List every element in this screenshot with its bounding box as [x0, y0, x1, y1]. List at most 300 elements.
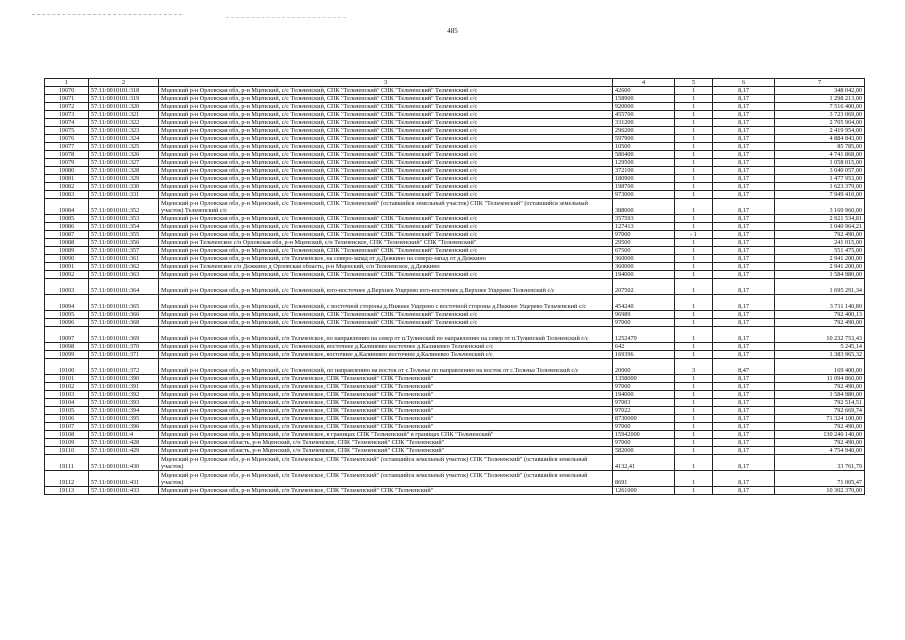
rate-value: 8,47 [713, 359, 775, 375]
cadastral-value: 1 298 213,00 [775, 95, 865, 103]
table-row [45, 143, 865, 151]
address-description [159, 375, 613, 383]
address-description [159, 103, 613, 111]
cadastral-number: 57:11:0010101:433 [89, 487, 159, 495]
factor-value: 1 [675, 431, 713, 439]
factor-value: 1 [675, 175, 713, 183]
cadastral-value: 7 516 400,00 [775, 103, 865, 111]
table-row [45, 487, 865, 495]
column-header: 6 [713, 79, 775, 87]
row-number: 19074 [45, 119, 89, 127]
address-text: Мценский р-н Орловская обл, р-н Мценский, с/с Тельченский, СПК "Тельченский" СПК "Тельченский" Тельченский с/с [161, 319, 478, 326]
address-description [159, 351, 613, 359]
address-text: Мценский р-н Орловская обл, р-н Мценский, с/п Тельченское, СПК "Тельченский" СПК "Тельченский" [161, 487, 434, 494]
rate-value: 8,17 [713, 87, 775, 95]
area-value: 1252479 [613, 327, 675, 343]
factor-value: 1 [675, 103, 713, 111]
address-text: Мценский р-н Орловская обл, р-н Мценский, с/с Тельченский, СПК "Тельченский" (оставшийся земельный участок) СПК "Тельченский" (оставшийся земельный участок) Тельченский с/с [161, 200, 588, 214]
table-row [45, 407, 865, 415]
rate-value: 8,17 [713, 191, 775, 199]
area-value: 8691 [613, 471, 675, 487]
cadastral-number: 57:11:0010101:354 [89, 223, 159, 231]
address-text: Мценский р-н Орловская обл, р-н Мценский, с/с Тельченский, СПК "Тельченский" СПК "Тельченский" Тельченский с/с [161, 111, 478, 118]
cadastral-number: 57:11:0010101:363 [89, 271, 159, 279]
rate-value: 8,17 [713, 135, 775, 143]
cadastral-value: 1 584 980,00 [775, 391, 865, 399]
cadastral-value: 5 245,14 [775, 343, 865, 351]
address-description [159, 391, 613, 399]
rate-value: 8,17 [713, 175, 775, 183]
row-number: 19094 [45, 295, 89, 311]
cadastral-number: 57:11:0010101:364 [89, 279, 159, 295]
table-row [45, 239, 865, 247]
address-text: Мценский р-н Орловская обл, р-н Мценский, с/с Тельченский, СПК "Тельченский" СПК "Тельченский" Тельченский с/с [161, 119, 478, 126]
address-text: Мценский р-н Орловская обл, р-н Мценский, с/с Тельченский, СПК "Тельченский" СПК "Тельченский" Тельченский с/с [161, 135, 478, 142]
area-value: 360000 [613, 263, 675, 271]
area-value: 454240 [613, 295, 675, 311]
table-row [45, 415, 865, 423]
factor-value: 1 [675, 95, 713, 103]
address-description [159, 431, 613, 439]
address-text: Мценский р-н Орловская обл, р-н Мценский, с/п Тельченское, СПК "Тельченский" СПК "Тельченский" [161, 423, 434, 430]
row-number: 19113 [45, 487, 89, 495]
address-text: Мценский р-н Орловская обл, р-н Мценский, с/п Тельченское, на северо-запад от д.Дежкино на северо-запад от д.Дежкино [161, 255, 486, 262]
cadastral-number: 57:11:0010101:321 [89, 111, 159, 119]
area-value: 127413 [613, 223, 675, 231]
cadastral-value: 3 040 057,00 [775, 167, 865, 175]
address-description [159, 119, 613, 127]
row-number: 19101 [45, 375, 89, 383]
rate-value: 8,17 [713, 231, 775, 239]
factor-value: 1 [675, 223, 713, 231]
rate-value: 8,17 [713, 127, 775, 135]
cadastral-value: 33 761,79 [775, 455, 865, 471]
page-number: 485 [447, 27, 458, 35]
area-value: 29500 [613, 239, 675, 247]
factor-value: 1 [675, 183, 713, 191]
area-value: 194000 [613, 391, 675, 399]
cadastral-value: 71 005,47 [775, 471, 865, 487]
row-number: 19091 [45, 263, 89, 271]
cadastral-number: 57:11:0010101:370 [89, 343, 159, 351]
factor-value: 1 [675, 375, 713, 383]
factor-value: 1 [675, 351, 713, 359]
area-value: 67500 [613, 247, 675, 255]
table-row [45, 199, 865, 215]
table-row [45, 223, 865, 231]
cadastral-value: 348 042,00 [775, 87, 865, 95]
row-number: 19077 [45, 143, 89, 151]
table-row [45, 455, 865, 471]
area-value: 4132,41 [613, 455, 675, 471]
area-value: 42600 [613, 87, 675, 95]
rate-value: 8,17 [713, 199, 775, 215]
area-value: 597900 [613, 135, 675, 143]
address-description [159, 135, 613, 143]
factor-value: 1 [675, 343, 713, 351]
cadastral-value: 7 949 410,00 [775, 191, 865, 199]
rate-value: 8,17 [713, 143, 775, 151]
cadastral-number: 57:11:0010101:372 [89, 359, 159, 375]
rate-value: 8,17 [713, 215, 775, 223]
table-row [45, 175, 865, 183]
row-number: 19071 [45, 95, 89, 103]
rate-value: 8,17 [713, 343, 775, 351]
area-value: 372100 [613, 167, 675, 175]
factor-value: 1 [675, 255, 713, 263]
row-number: 19090 [45, 255, 89, 263]
table-row [45, 423, 865, 431]
rate-value: 8,17 [713, 255, 775, 263]
address-description [159, 183, 613, 191]
address-description [159, 199, 613, 215]
table-row [45, 375, 865, 383]
rate-value: 8,17 [713, 351, 775, 359]
area-value: 180900 [613, 175, 675, 183]
row-number: 19108 [45, 431, 89, 439]
area-value: 97003 [613, 399, 675, 407]
table-row [45, 247, 865, 255]
address-description [159, 239, 613, 247]
table-row [45, 295, 865, 311]
factor-value: 1 [675, 295, 713, 311]
table-row [45, 279, 865, 295]
cadastral-value: 792 669,74 [775, 407, 865, 415]
cadastral-value: 10 232 753,43 [775, 327, 865, 343]
cadastral-value: 1 058 015,00 [775, 159, 865, 167]
table-row [45, 183, 865, 191]
address-text: Мценский р-н Орловская обл, р-н Мценский, с/п Тельченское, СПК "Тельченский" СПК "Тельченский" [161, 383, 434, 390]
table-row [45, 127, 865, 135]
area-value: 97000 [613, 319, 675, 327]
cadastral-value: 71 324 100,00 [775, 415, 865, 423]
address-text: Мценский р-н Орловская обл, р-н Мценский, с/с Тельченский, СПК "Тельченский" СПК "Тельченский" Тельченский с/с [161, 271, 478, 278]
cadastral-number: 57:11:0010101:355 [89, 231, 159, 239]
row-number: 19076 [45, 135, 89, 143]
factor-value: 1 [675, 487, 713, 495]
row-number: 19111 [45, 455, 89, 471]
cadastral-number: 57:11:0010101:429 [89, 447, 159, 455]
row-number: 19093 [45, 279, 89, 295]
header-row [45, 79, 865, 87]
rate-value: 8,17 [713, 183, 775, 191]
cadastral-value: 130 246 140,00 [775, 431, 865, 439]
row-number: 19098 [45, 343, 89, 351]
cadastral-value: 169 400,00 [775, 359, 865, 375]
row-number: 19081 [45, 175, 89, 183]
factor-value: 1 [675, 271, 713, 279]
rate-value: 8,17 [713, 311, 775, 319]
table-row [45, 159, 865, 167]
cadastral-value: 792 490,00 [775, 231, 865, 239]
factor-value: 1 [675, 279, 713, 295]
table-row [45, 151, 865, 159]
factor-value: 1 [675, 455, 713, 471]
column-header: 2 [89, 79, 159, 87]
row-number: 19105 [45, 407, 89, 415]
area-value: 129500 [613, 159, 675, 167]
address-description [159, 487, 613, 495]
address-text: Мценский р-н Орловская обл, р-н Мценский, с/с Тельченский, с восточной стороны д.Нижнее Ущерево с восточной стороны д.Нижнее Ущерево Тельченский с/с [161, 303, 587, 310]
table-row [45, 95, 865, 103]
table-row [45, 167, 865, 175]
table-row [45, 135, 865, 143]
area-value: 973000 [613, 191, 675, 199]
row-number: 19073 [45, 111, 89, 119]
cadastral-number: 57:11:0010101:390 [89, 375, 159, 383]
area-value: 920000 [613, 103, 675, 111]
address-text: Мценский р-н Орловская обл, р-н Мценский, с/с Тельченский, СПК "Тельченский" СПК "Тельченский" Тельченский с/с [161, 143, 478, 150]
area-value: 97000 [613, 423, 675, 431]
address-text: Мценский р-н Тельченское с/п Дежкино д Орловская область, р-н Мценский, с/п Тельченское, д.Дежкино [161, 263, 440, 270]
address-description [159, 383, 613, 391]
row-number: 19085 [45, 215, 89, 223]
cadastral-number: 57:11:0010101:4 [89, 431, 159, 439]
table-row [45, 255, 865, 263]
cadastral-number: 57:11:0010101:392 [89, 391, 159, 399]
row-number: 19096 [45, 319, 89, 327]
factor-value: 1 [675, 263, 713, 271]
address-text: Мценский р-н Орловская обл, р-н Мценский, с/с Тельченский, по направлению на восток от с.Тельчье по направлению на восток от с.Тельчье Тельченский с/с [161, 367, 579, 374]
cadastral-number: 57:11:0010101:326 [89, 151, 159, 159]
column-header: 5 [675, 79, 713, 87]
address-text: Мценский р-н Орловская обл, р-н Мценский, с/с Тельченский, СПК "Тельченский" СПК "Тельченский" Тельченский с/с [161, 95, 478, 102]
cadastral-value: 2 705 904,00 [775, 119, 865, 127]
address-description [159, 471, 613, 487]
table-row [45, 87, 865, 95]
cadastral-value: 241 015,00 [775, 239, 865, 247]
address-description [159, 407, 613, 415]
address-description [159, 271, 613, 279]
factor-value: 1 [675, 439, 713, 447]
cadastral-number: 57:11:0010101:330 [89, 183, 159, 191]
area-value: 388000 [613, 199, 675, 215]
cadastral-number: 57:11:0010101:431 [89, 471, 159, 487]
factor-value: 1 [675, 239, 713, 247]
address-description [159, 231, 613, 239]
rate-value: 8,17 [713, 271, 775, 279]
row-number: 19110 [45, 447, 89, 455]
cadastral-number: 57:11:0010101:323 [89, 127, 159, 135]
factor-value: 1 [675, 399, 713, 407]
address-text: Мценский р-н Орловская обл, р-н Мценский, с/п Тельченское, СПК "Тельченский" (оставшийся земельный участок) СПК "Тельченский" (оставшийся земельный участок) [161, 472, 588, 486]
row-number: 19099 [45, 351, 89, 359]
address-text: Мценский р-н Орловская обл, р-н Мценский, с/с Тельченский, СПК "Тельченский" СПК "Тельченский" Тельченский с/с [161, 175, 478, 182]
address-text: Мценский р-н Орловская обл, р-н Мценский, с/с Тельченский, СПК "Тельченский" СПК "Тельченский" Тельченский с/с [161, 103, 478, 110]
address-description [159, 455, 613, 471]
cadastral-number: 57:11:0010101:322 [89, 119, 159, 127]
area-value: 158900 [613, 95, 675, 103]
table-row [45, 271, 865, 279]
area-value: 360000 [613, 255, 675, 263]
factor-value: 1 [675, 391, 713, 399]
address-description [159, 191, 613, 199]
address-description [159, 255, 613, 263]
cadastral-number: 57:11:0010101:371 [89, 351, 159, 359]
rate-value: 8,17 [713, 223, 775, 231]
table-row [45, 119, 865, 127]
rate-value: 8,17 [713, 399, 775, 407]
rate-value: 8,17 [713, 263, 775, 271]
area-value: 198700 [613, 183, 675, 191]
address-text: Мценский р-н Орловская обл, р-н Мценский, с/с Тельченский, юго-восточнее д.Верхнее Ущерево юго-восточнее д.Верхнее Ущерево Тельченский с/с [161, 287, 555, 294]
factor-value: 1 [675, 407, 713, 415]
cadastral-number: 57:11:0010101:331 [89, 191, 159, 199]
address-description [159, 215, 613, 223]
cadastral-value: 792 490,00 [775, 383, 865, 391]
row-number: 19103 [45, 391, 89, 399]
cadastral-number: 57:11:0010101:318 [89, 87, 159, 95]
area-value: 331200 [613, 119, 675, 127]
area-value: 582000 [613, 447, 675, 455]
table-row [45, 351, 865, 359]
factor-value: 1 [675, 111, 713, 119]
address-description [159, 319, 613, 327]
cadastral-number: 57:11:0010101:362 [89, 263, 159, 271]
column-header: 4 [613, 79, 675, 87]
rate-value: 8,17 [713, 319, 775, 327]
address-text: Мценский р-н Орловская обл, р-н Мценский, с/п Тельченское, по направлению на север от п.Тулинский по направлению на север от п.Тулинский Тельченский с/с [161, 335, 589, 342]
factor-value: 1 [675, 191, 713, 199]
table-row [45, 215, 865, 223]
table-row [45, 399, 865, 407]
row-number: 19092 [45, 271, 89, 279]
cadastral-value: 1 695 291,34 [775, 279, 865, 295]
row-number: 19089 [45, 247, 89, 255]
factor-value: 1 [675, 199, 713, 215]
cadastral-number: 57:11:0010101:324 [89, 135, 159, 143]
address-text: Мценский р-н Орловская обл, р-н Мценский, с/п Тельченское, в границах СПК "Тельченский" в границах СПК "Тельченский" [161, 431, 494, 438]
area-value: 1358000 [613, 375, 675, 383]
cadastral-number: 57:11:0010101:430 [89, 455, 159, 471]
rate-value: 8,17 [713, 279, 775, 295]
cadastral-number: 57:11:0010101:361 [89, 255, 159, 263]
factor-value: 1 [675, 247, 713, 255]
cadastral-value: 792 490,00 [775, 439, 865, 447]
rate-value: 8,17 [713, 111, 775, 119]
area-value: 455700 [613, 111, 675, 119]
address-description [159, 359, 613, 375]
table-row [45, 439, 865, 447]
address-text: Мценский р-н Орловская обл, р-н Мценский, с/п Тельченское, восточнее д.Калиневео восточнее д.Калиневео Тельченский с/с [161, 351, 493, 358]
address-text: Мценский р-н Орловская обл, р-н Мценский, с/с Тельченский, СПК "Тельченский" СПК "Тельченский" Тельченский с/с [161, 215, 478, 222]
factor-value: 1 [675, 87, 713, 95]
cadastral-value: 4 884 843,00 [775, 135, 865, 143]
address-description [159, 223, 613, 231]
rate-value: 8,17 [713, 103, 775, 111]
factor-value: 1 [675, 327, 713, 343]
cadastral-value: 792 514,51 [775, 399, 865, 407]
row-number: 19078 [45, 151, 89, 159]
area-value: 194000 [613, 271, 675, 279]
address-text: Мценский р-н Орловская обл, р-н Мценский, с/с Тельченский, СПК "Тельченский" СПК "Тельченский" Тельченский с/с [161, 223, 478, 230]
factor-value: 1 [675, 447, 713, 455]
cadastral-value: 10 302 370,00 [775, 487, 865, 495]
address-text: Мценский р-н Орловская обл, р-н Мценский, с/с Тельченский, СПК "Тельченский" СПК "Тельченский" Тельченский с/с [161, 247, 478, 254]
cadastral-value: 2 941 200,00 [775, 263, 865, 271]
address-text: Мценский р-н Орловская обл, р-н Мценский, с/п Тельченское, СПК "Тельченский" СПК "Тельченский" [161, 407, 434, 414]
table-row [45, 471, 865, 487]
address-text: Мценский р-н Орловская обл, р-н Мценский, с/п Тельченское, СПК "Тельченский" СПК "Тельченский" [161, 415, 434, 422]
address-text: Мценский р-н Орловская обл, р-н Мценский, с/п Тельченское, СПК "Тельченский" (оставшийся земельный участок) СПК "Тельченский" (оставшийся земельный участок) [161, 456, 588, 470]
table-row [45, 327, 865, 343]
cadastral-value: 1 383 965,32 [775, 351, 865, 359]
factor-value: 3 [675, 359, 713, 375]
cadastral-value: 3 169 960,00 [775, 199, 865, 215]
cadastral-value: 2 921 534,81 [775, 215, 865, 223]
rate-value: 8,17 [713, 159, 775, 167]
address-description [159, 447, 613, 455]
area-value: 169396 [613, 351, 675, 359]
factor-value: 1 [675, 151, 713, 159]
rate-value: 8,17 [713, 415, 775, 423]
rate-value: 8,17 [713, 151, 775, 159]
cadastral-value: 11 094 860,00 [775, 375, 865, 383]
factor-value: 1 [675, 167, 713, 175]
address-description [159, 167, 613, 175]
address-description [159, 87, 613, 95]
cadastral-number: 57:11:0010101:329 [89, 175, 159, 183]
cadastral-value: 3 711 140,80 [775, 295, 865, 311]
rate-value: 8,17 [713, 119, 775, 127]
row-number: 19082 [45, 183, 89, 191]
scan-artifact-line [226, 17, 346, 19]
row-number: 19112 [45, 471, 89, 487]
area-value: 97022 [613, 407, 675, 415]
cadastral-number: 57:11:0010101:428 [89, 439, 159, 447]
address-text: Мценский р-н Орловская обл, р-н Мценский, с/п Тельченское, СПК "Тельченский" СПК "Тельченский" [161, 375, 434, 382]
address-description [159, 311, 613, 319]
column-header: 1 [45, 79, 89, 87]
table-row [45, 231, 865, 239]
factor-value: 1 [675, 159, 713, 167]
address-description [159, 247, 613, 255]
cadastral-value: 85 785,00 [775, 143, 865, 151]
rate-value: 8,17 [713, 391, 775, 399]
rate-value: 8,17 [713, 407, 775, 415]
area-value: 357593 [613, 215, 675, 223]
rate-value: 8,17 [713, 423, 775, 431]
row-number: 19102 [45, 383, 89, 391]
cadastral-value: 4 741 868,00 [775, 151, 865, 159]
row-number: 19086 [45, 223, 89, 231]
address-text: Мценский р-н Орловская область, р-н Мценский, с/п Тельченское, СПК "Тельченский" СПК "Тельченский" [161, 447, 445, 454]
rate-value: 8,17 [713, 487, 775, 495]
cadastral-value: 2 941 200,00 [775, 255, 865, 263]
area-value: 20000 [613, 359, 675, 375]
area-value: 15942000 [613, 431, 675, 439]
area-value: 296200 [613, 127, 675, 135]
cadastral-number: 57:11:0010101:365 [89, 295, 159, 311]
row-number: 19084 [45, 199, 89, 215]
area-value: 96989 [613, 311, 675, 319]
cadastral-number: 57:11:0010101:369 [89, 327, 159, 343]
cadastral-number: 57:11:0010101:325 [89, 143, 159, 151]
factor-value: 1 [675, 135, 713, 143]
cadastral-number: 57:11:0010101:395 [89, 415, 159, 423]
table-row [45, 343, 865, 351]
cadastral-value: 792 400,13 [775, 311, 865, 319]
cadastral-number: 57:11:0010101:396 [89, 423, 159, 431]
address-description [159, 151, 613, 159]
address-description [159, 279, 613, 295]
rate-value: 8,17 [713, 239, 775, 247]
address-text: Мценский р-н Орловская обл, р-н Мценский, с/с Тельченский, СПК "Тельченский" СПК "Тельченский" Тельченский с/с [161, 87, 478, 94]
factor-value: 1 [675, 215, 713, 223]
cadastral-number: 57:11:0010101:327 [89, 159, 159, 167]
address-text: Мценский р-н Орловская обл, р-н Мценский, с/с Тельченский, СПК "Тельченский" СПК "Тельченский" Тельченский с/с [161, 231, 478, 238]
cadastral-number: 57:11:0010101:319 [89, 95, 159, 103]
